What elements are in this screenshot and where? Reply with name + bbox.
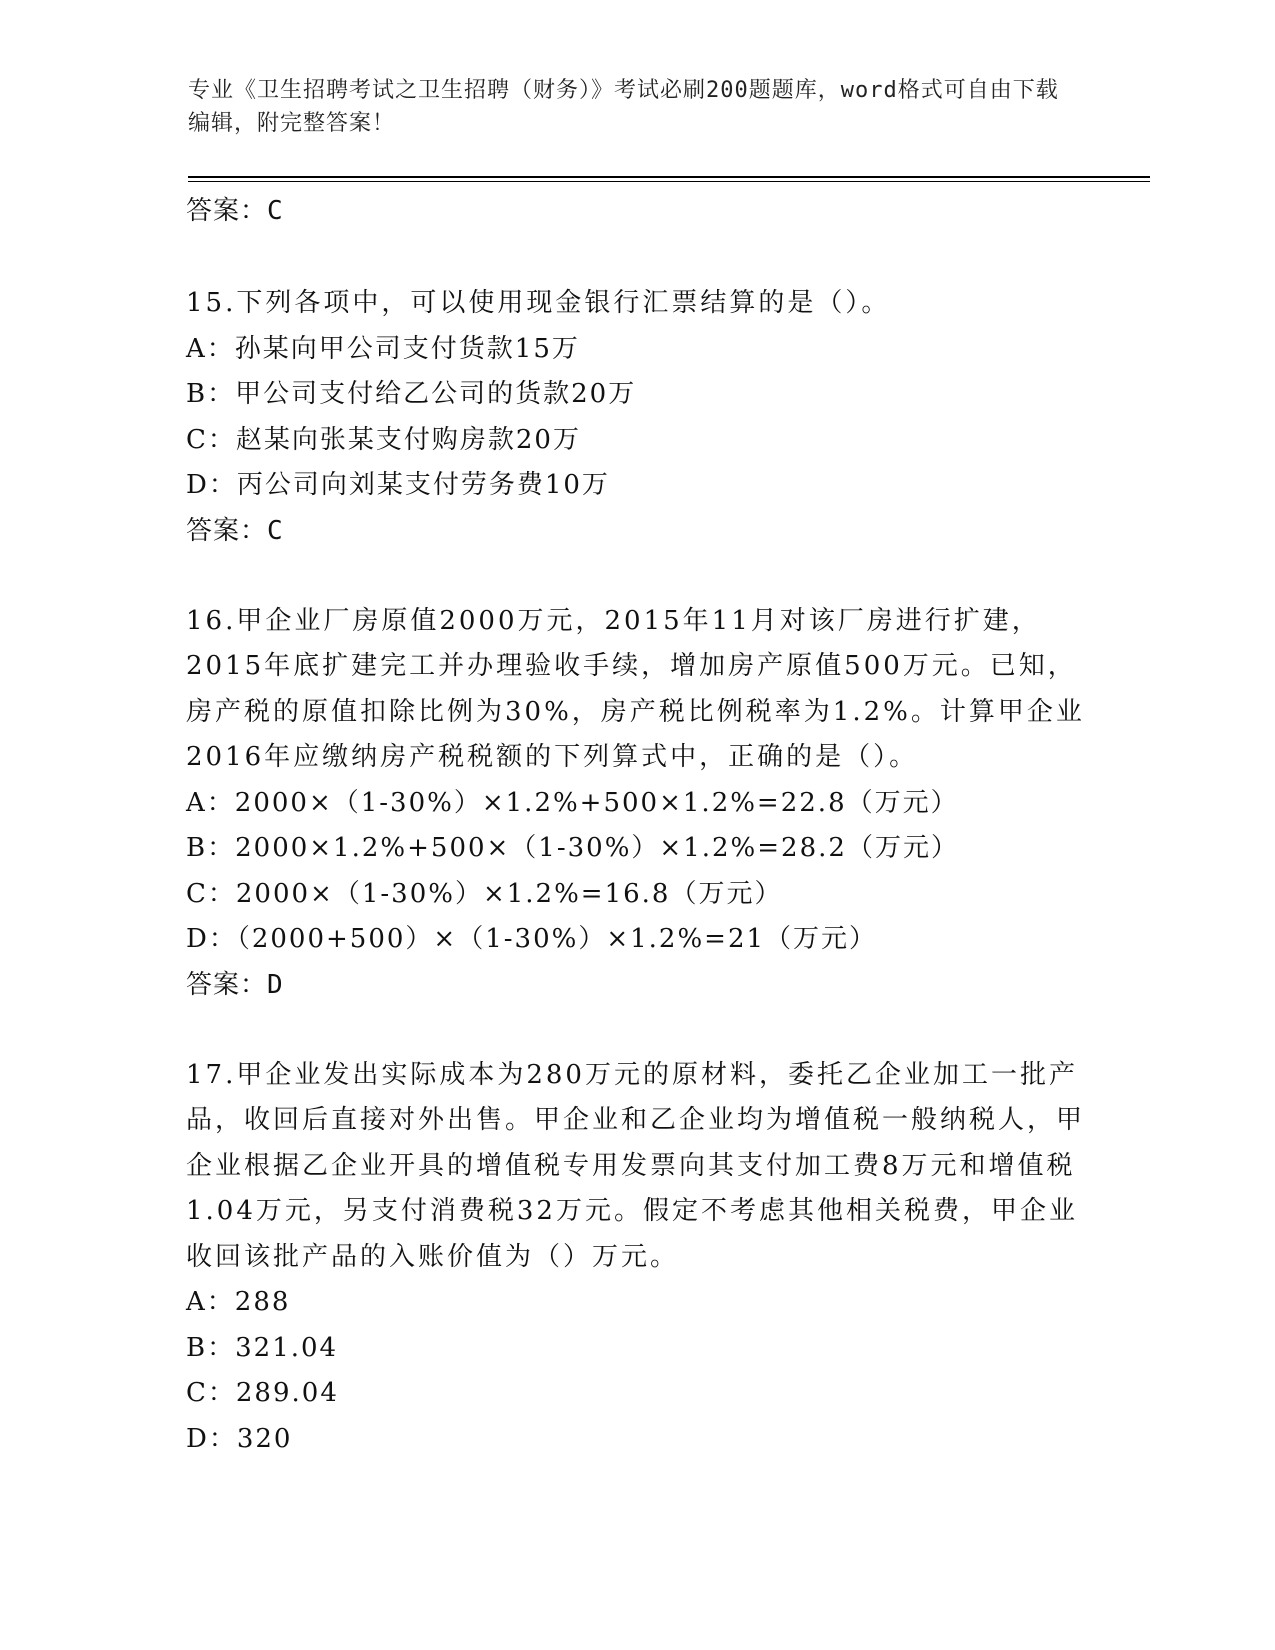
option-d: D：320 [186, 1423, 293, 1454]
spacer [186, 1007, 1086, 1053]
question-list [186, 189, 1086, 1462]
option-c: C：赵某向张某支付购房款20万 [186, 424, 581, 455]
previous-answer: 答案：C [186, 196, 284, 226]
option-b: B：321.04 [186, 1332, 339, 1363]
option-a: A：2000×（1-30%）×1.2%+500×1.2%=22.8（万元） [186, 787, 959, 818]
question-stem: 15.下列各项中，可以使用现金银行汇票结算的是（）。 [186, 288, 891, 318]
option-c: C：2000×（1-30%）×1.2%=16.8（万元） [186, 878, 783, 909]
spacer [186, 233, 1086, 279]
header-divider-thick [188, 176, 1150, 178]
question-stem: 17.甲企业发出实际成本为280万元的原材料，委托乙企业加工一批产品，收回后直接对外出售。甲企业和乙企业均为增值税一般纳税人，甲企业根据乙企业开具的增值税专用发票向其支付加工费8万元和增值税1.04万元，另支付消费税32万元。假定不考虑其他相关税费，甲企业收回该批产品的入账价值为（）万元。 [186, 1059, 1086, 1272]
question-stem: 16.甲企业厂房原值2000万元，2015年11月对该厂房进行扩建，2015年底扩建完工并办理验收手续，增加房产原值500万元。已知，房产税的原值扣除比例为30%，房产税比例税率为1.2%。计算甲企业2016年应缴纳房产税税额的下列算式中，正确的是（）。 [186, 605, 1085, 772]
option-d: D：（2000+500）×（1-30%）×1.2%=21（万元） [186, 924, 878, 954]
answer: 答案：C [186, 515, 284, 546]
header-divider-thin [188, 181, 1150, 182]
answer: 答案：D [186, 969, 284, 1000]
document-header: 专业《卫生招聘考试之卫生招聘（财务）》考试必刷200题题库，word格式可自由下载编辑，附完整答案！ [188, 78, 1059, 136]
question-15 [186, 281, 1086, 553]
option-d: D：丙公司向刘某支付劳务费10万 [186, 470, 610, 500]
option-b: B：甲公司支付给乙公司的货款20万 [186, 379, 637, 409]
spacer [186, 553, 1086, 599]
question-16 [186, 599, 1086, 1007]
option-a: A：288 [186, 1287, 291, 1317]
option-c: C：289.04 [186, 1378, 339, 1408]
option-b: B：2000×1.2%+500×（1-30%）×1.2%=28.2（万元） [186, 833, 959, 863]
question-17 [186, 1053, 1086, 1463]
option-a: A：孙某向甲公司支付货款15万 [186, 333, 580, 364]
